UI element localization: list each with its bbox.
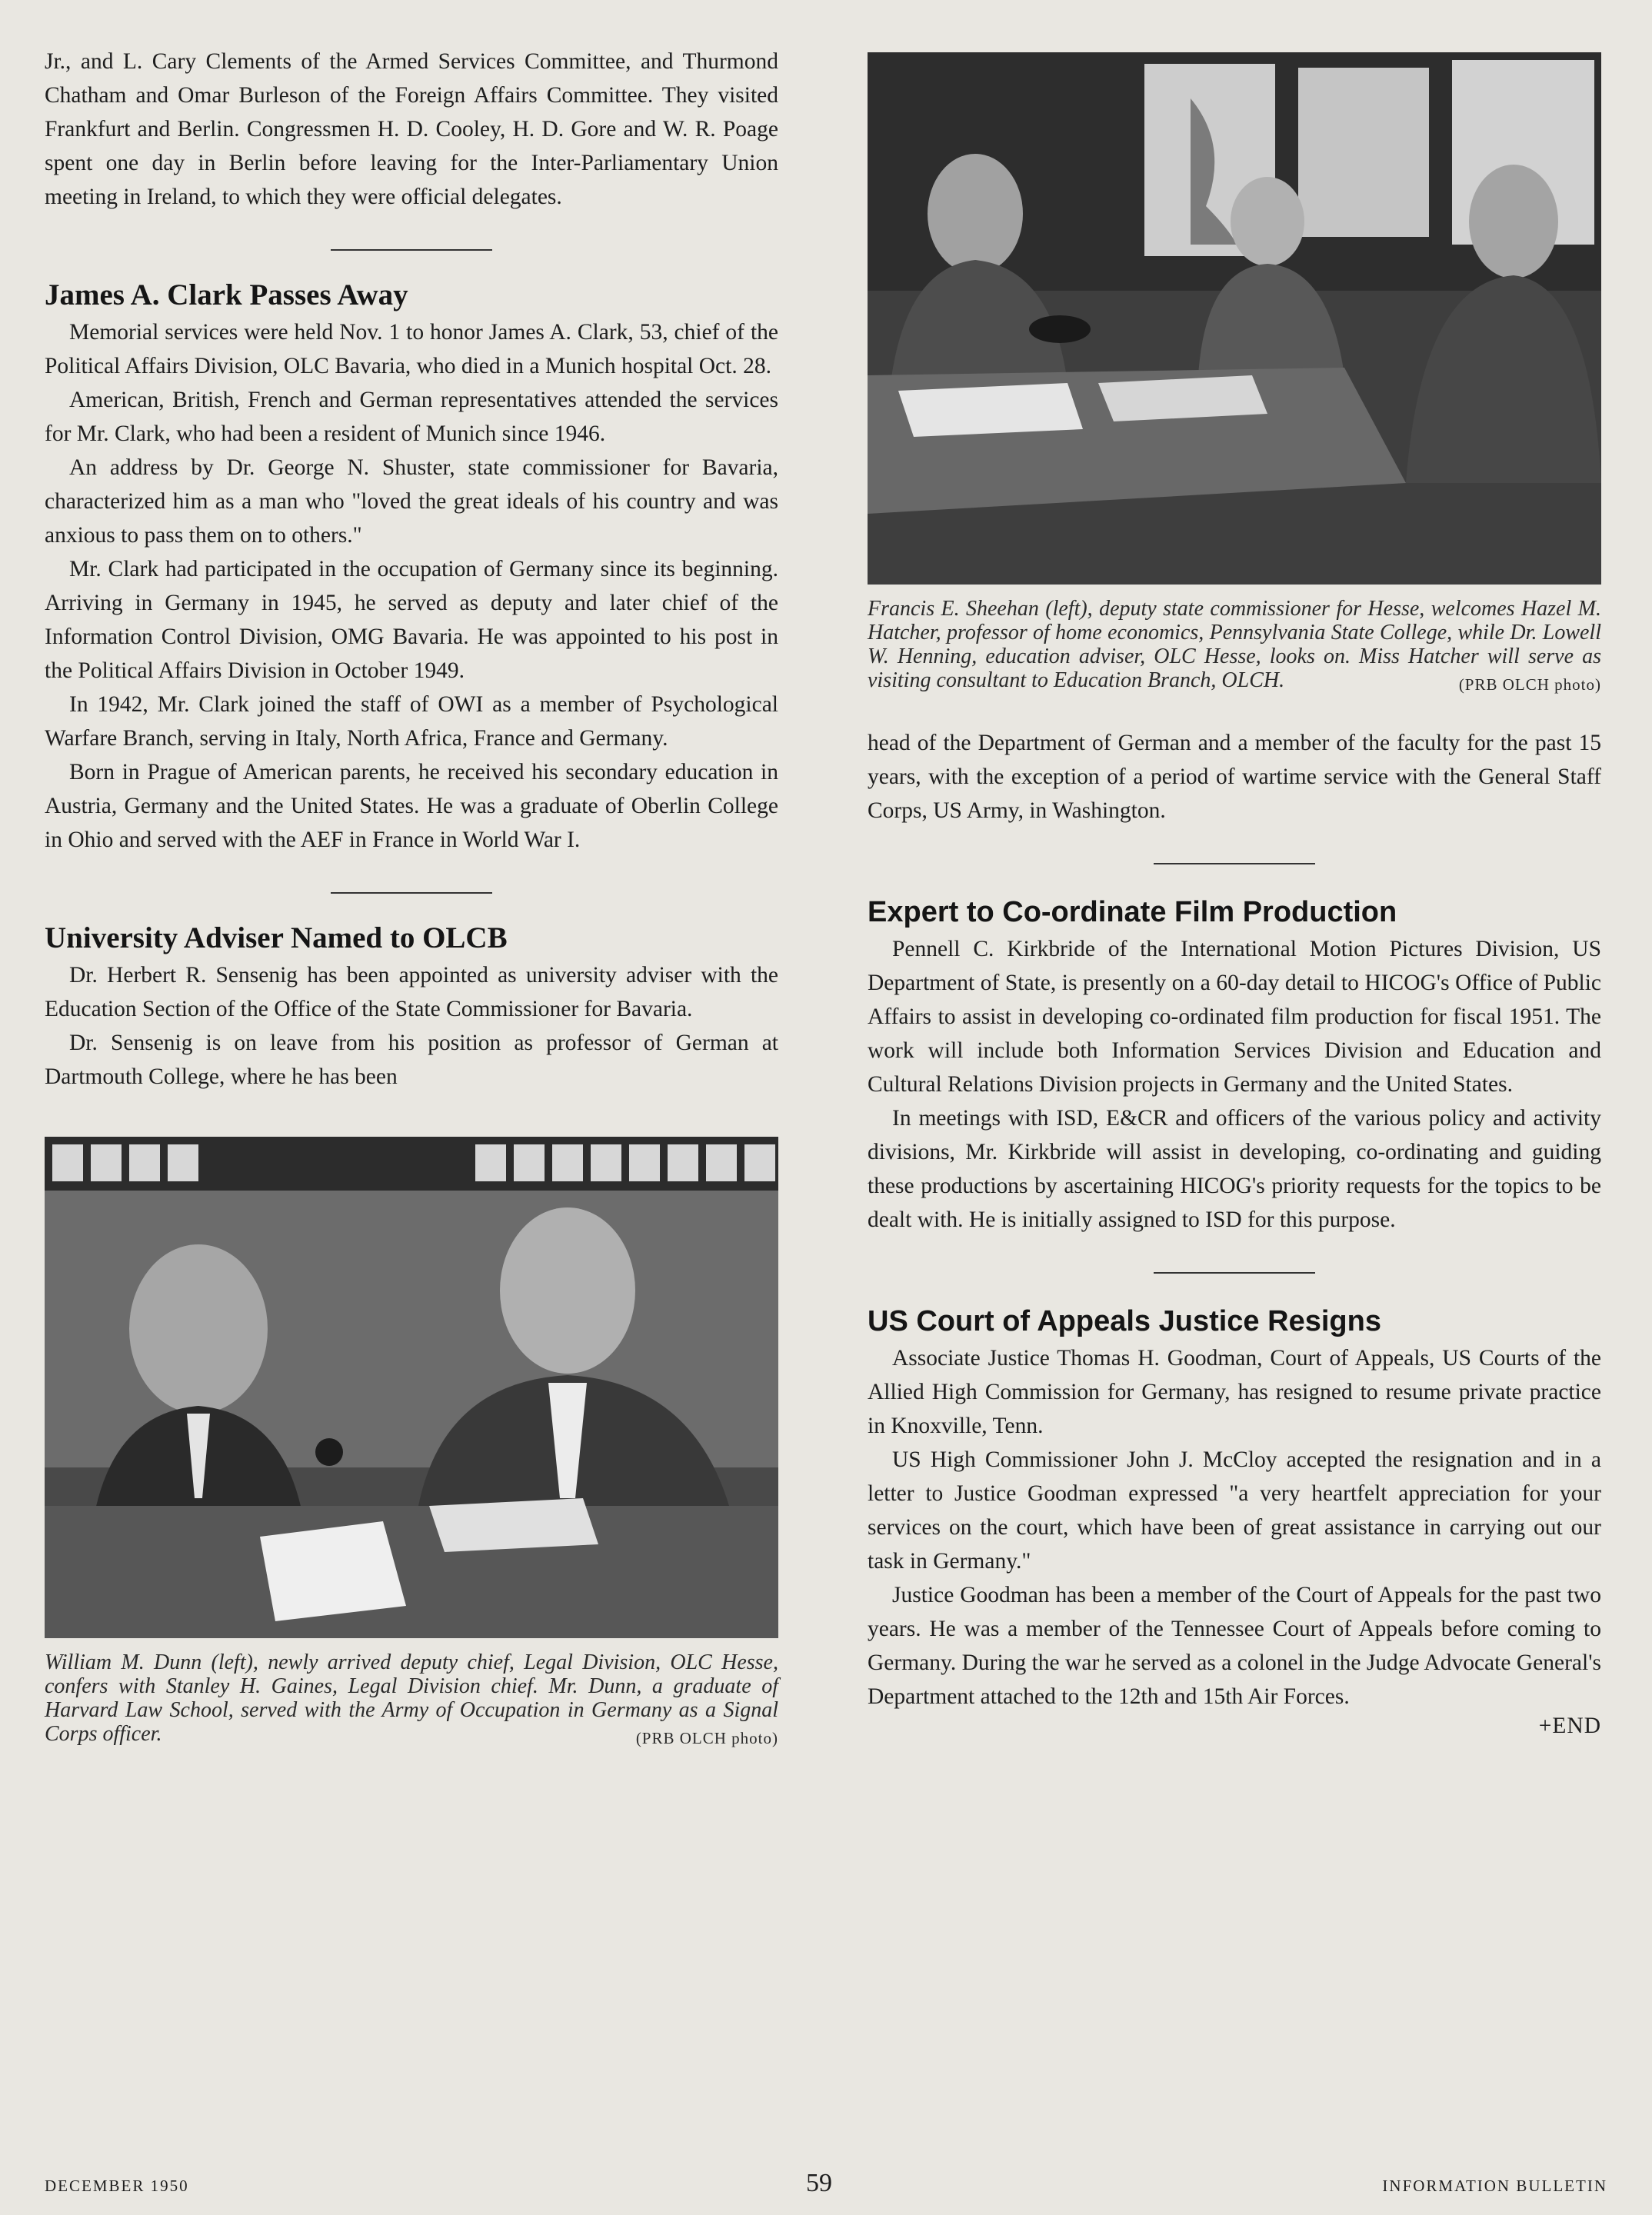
court-paragraph: Associate Justice Thomas H. Goodman, Court of Appeals, US Courts of the Allied High Commission for Germany, has resigned to resume private practice in Knoxville, Tenn. xyxy=(868,1346,1601,1438)
sheehan-photo-caption xyxy=(868,597,1601,692)
sheehan-hatcher-photo xyxy=(868,52,1601,585)
court-article-heading: US Court of Appeals Justice Resigns xyxy=(868,1305,1381,1337)
caption-text: William M. Dunn (left), newly arrived deputy chief, Legal Division, OLC Hesse, confers with Stanley H. Gaines, Legal Division chief. Mr. Dunn, a graduate of Harvard Law School, served with the Army of Occupation in Germany as a Signal Corps officer. xyxy=(45,1650,778,1746)
dunn-gaines-photo xyxy=(45,1137,778,1638)
page-number: 59 xyxy=(806,2169,832,2197)
section-divider xyxy=(331,249,492,251)
continued-paragraph: head of the Department of German and a member of the faculty for the past 15 years, with the exception of a period of wartime service with the General Staff Corps, US Army, in Washington. xyxy=(868,731,1601,823)
clark-paragraph: Born in Prague of American parents, he received his secondary education in Austria, Germany and the United States. He was a graduate of Oberlin College in Ohio and served with the AEF in France in World War I. xyxy=(45,760,778,852)
film-paragraph: Pennell C. Kirkbride of the International Motion Pictures Division, US Department of State, is presently on a 60-day detail to HICOG's Office of Public Affairs to assist in developing co-ordinated film production for fiscal 1951. The work will include both Information Services Division and Education and Cultural Relations Division projects in Germany and the United States. xyxy=(868,937,1601,1097)
intro-paragraph: Jr., and L. Cary Clements of the Armed Services Committee, and Thurmond Chatham and Omar Burleson of the Foreign Affairs Committee. They visited Frankfurt and Berlin. Congressmen H. D. Cooley, H. D. Gore and W. R. Poage spent one day in Berlin before leaving for the Inter-Parliamentary Union meeting in Ireland, to which they were official delegates. xyxy=(45,49,778,209)
clark-paragraph: American, British, French and German representatives attended the services for Mr. Clark, who had been a resident of Munich since 1946. xyxy=(45,388,778,446)
clark-paragraph: Mr. Clark had participated in the occupation of Germany since its beginning. Arriving in Germany in 1945, he served as deputy and later chief of the Information Control Division, OMG Bavaria. He was appointed to his post in the Political Affairs Division in October 1949. xyxy=(45,557,778,683)
court-paragraph: US High Commissioner John J. McCloy accepted the resignation and in a letter to Justice Goodman expressed "a very heartfelt appreciation for your services on the court, which have been of great assistance in carrying out our task in Germany." xyxy=(868,1447,1601,1574)
photo-credit: (PRB OLCH photo) xyxy=(635,1729,778,1747)
clark-paragraph: In 1942, Mr. Clark joined the staff of OWI as a member of Psychological Warfare Branch, serving in Italy, North Africa, France and Germany. xyxy=(45,692,778,751)
court-paragraph: Justice Goodman has been a member of the Court of Appeals for the past two years. He was a member of the Tennessee Court of Appeals before coming to Germany. During the war he served as a colonel in the Judge Advocate General's Department attached to the 12th and 15th Air Forces. xyxy=(868,1583,1601,1709)
footer-date: DECEMBER 1950 xyxy=(45,2177,189,2195)
right-column xyxy=(868,45,1601,1739)
clark-paragraph: An address by Dr. George N. Shuster, state commissioner for Bavaria, characterized him as a man who "loved the great ideals of his country and was anxious to pass them on to others." xyxy=(45,455,778,548)
film-article-heading: Expert to Co-ordinate Film Production xyxy=(868,896,1397,928)
publication-name: INFORMATION BULLETIN xyxy=(1382,2177,1607,2195)
left-column xyxy=(45,45,778,1750)
olcb-article-heading: University Adviser Named to OLCB xyxy=(45,921,508,954)
photo-credit: (PRB OLCH photo) xyxy=(1458,675,1601,694)
dunn-photo-caption xyxy=(45,1650,778,1746)
office-meeting-photo-icon xyxy=(45,1137,778,1638)
film-paragraph: In meetings with ISD, E&CR and officers of the various policy and activity divisions, Mr. Kirkbride will assist in developing, co-ordinating and guiding these productions by ascertaining HICOG's priority requests for the topics to be dealt with. He is initially assigned to ISD for this purpose. xyxy=(868,1106,1601,1232)
section-divider xyxy=(1154,863,1315,864)
end-mark: +END xyxy=(1538,1714,1601,1738)
olcb-paragraph: Dr. Herbert R. Sensenig has been appointed as university adviser with the Education Section of the Office of the State Commissioner for Bavaria. xyxy=(45,963,778,1021)
section-divider xyxy=(331,892,492,894)
clark-article-heading: James A. Clark Passes Away xyxy=(45,278,408,311)
caption-text: Francis E. Sheehan (left), deputy state commissioner for Hesse, welcomes Hazel M. Hatcher, professor of home economics, Pennsylvania State College, while Dr. Lowell W. Henning, education adviser, OLC Hesse, looks on. Miss Hatcher will serve as visiting consultant to Education Branch, OLCH. xyxy=(868,597,1601,692)
office-welcome-photo-icon xyxy=(868,52,1601,585)
section-divider xyxy=(1154,1272,1315,1274)
clark-paragraph: Memorial services were held Nov. 1 to honor James A. Clark, 53, chief of the Political Affairs Division, OLC Bavaria, who died in a Munich hospital Oct. 28. xyxy=(45,320,778,378)
olcb-paragraph: Dr. Sensenig is on leave from his position as professor of German at Dartmouth College, where he has been xyxy=(45,1031,778,1089)
page-footer xyxy=(45,2170,1607,2201)
